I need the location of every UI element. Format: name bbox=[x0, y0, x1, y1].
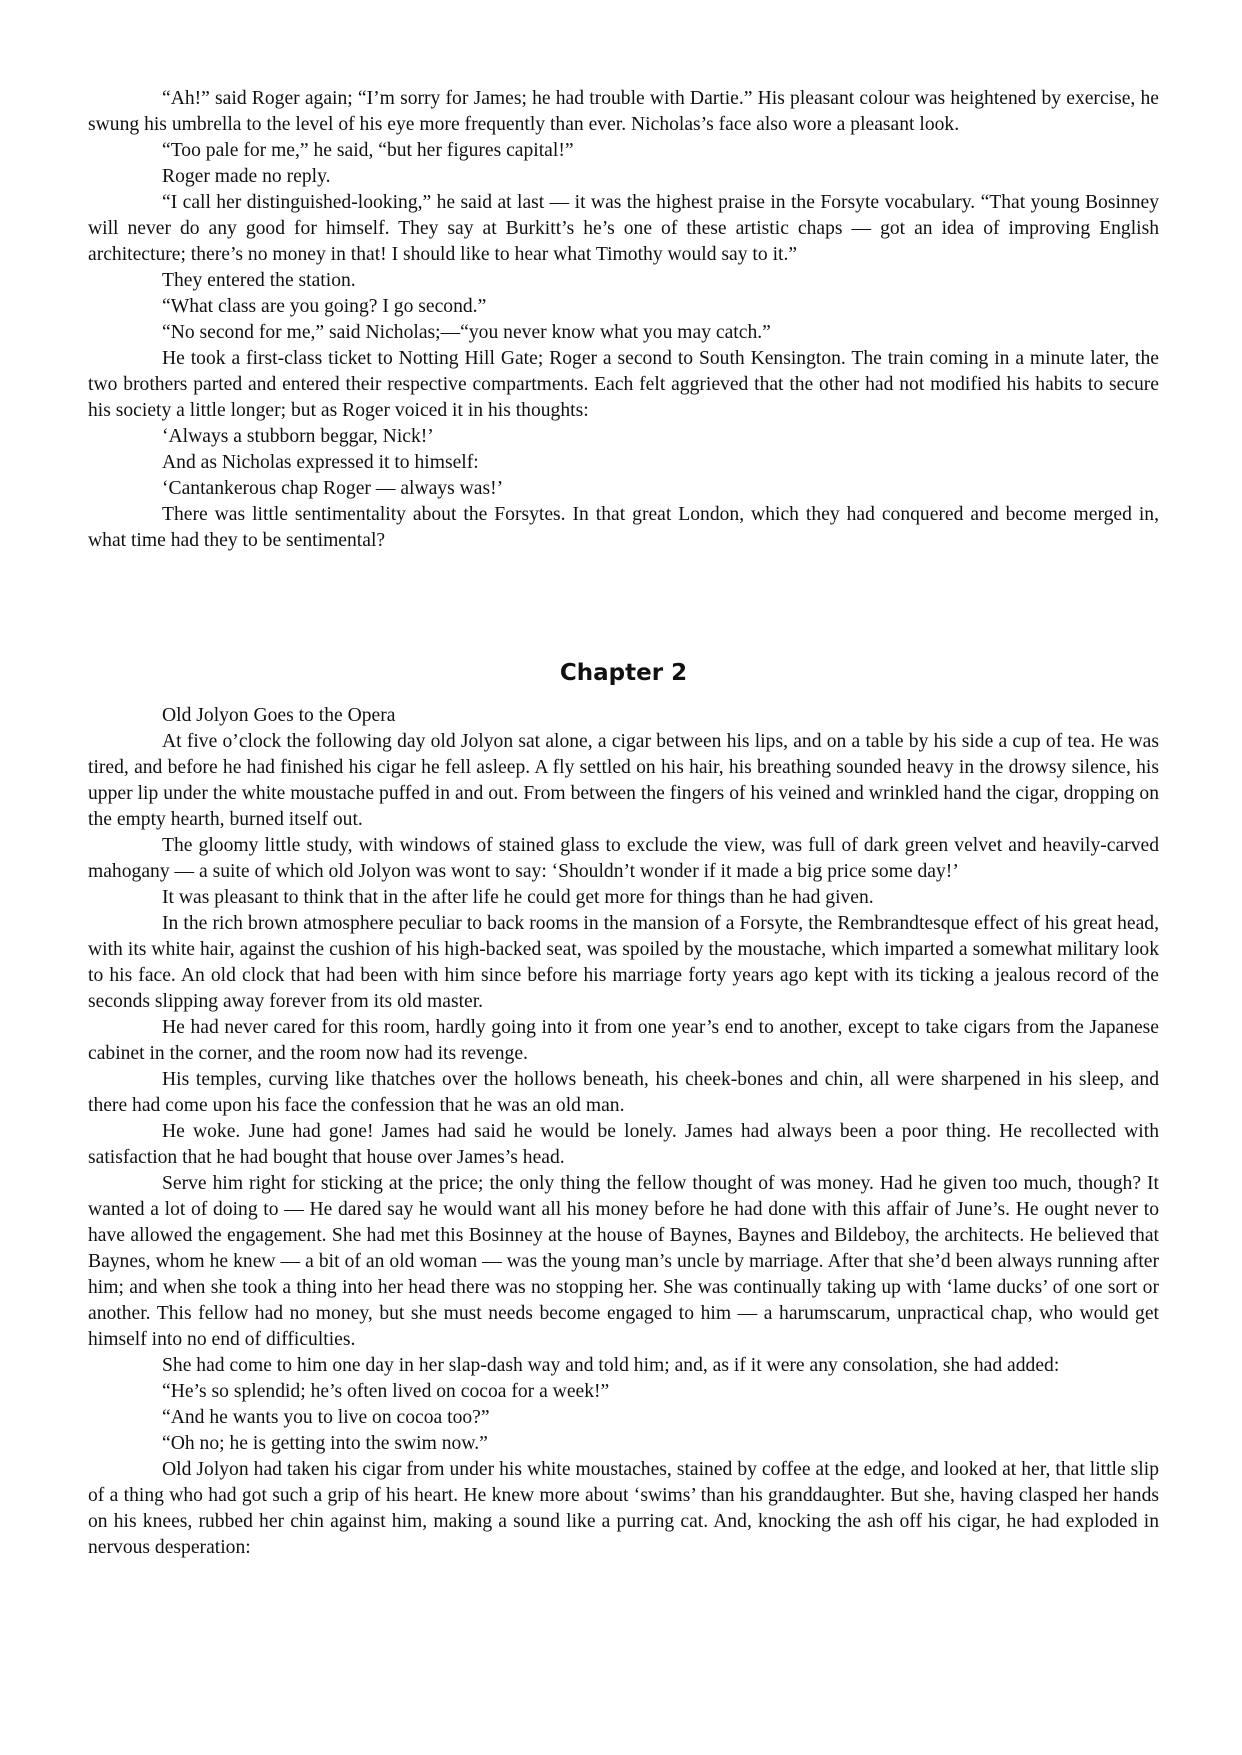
chapter-heading: Chapter 2 bbox=[559, 660, 688, 686]
paragraph: Old Jolyon had taken his cigar from under his white moustaches, stained by coffee at the edge, and looked at her, that little slip of a thing who had got such a grip of his heart. He knew more about ‘swims’ than his granddaughter. But she, having clasped her hands on his knees, rubbed her chin against him, making a sound like a purring cat. And, knocking the ash off his cigar, he had exploded in nervous desperation: bbox=[88, 1459, 1159, 1558]
paragraph: In the rich brown atmosphere peculiar to back rooms in the mansion of a Forsyte, the Rembrandtesque effect of his great head, with its white hair, against the cushion of his high-backed seat, was spoiled by the moustache, which imparted a somewhat military look to his face. An old clock that had been with him since before his marriage forty years ago kept with its ticking a jealous record of the seconds slipping away forever from its old master. bbox=[88, 913, 1159, 1012]
paragraph: “What class are you going? I go second.” bbox=[162, 296, 487, 317]
previous-chapter-text bbox=[88, 86, 1159, 554]
paragraph: He woke. June had gone! James had said he would be lonely. James had always been a poor thing. He recollected with satisfaction that he had bought that house over James’s head. bbox=[88, 1121, 1159, 1168]
paragraph: “Ah!” said Roger again; “I’m sorry for James; he had trouble with Dartie.” His pleasant colour was heightened by exercise, he swung his umbrella to the level of his eye more frequently than ever. Nicholas’s face also wore a pleasant look. bbox=[88, 88, 1159, 135]
paragraph: The gloomy little study, with windows of stained glass to exclude the view, was full of dark green velvet and heavily-carved mahogany — a suite of which old Jolyon was wont to say: ‘Shouldn’t wonder if it made a big price some day!’ bbox=[88, 835, 1159, 882]
paragraph: “No second for me,” said Nicholas;—“you never know what you may catch.” bbox=[162, 322, 771, 343]
paragraph: There was little sentimentality about the Forsytes. In that great London, which they had conquered and become merged in, what time had they to be sentimental? bbox=[88, 504, 1159, 551]
paragraph: “He’s so splendid; he’s often lived on cocoa for a week!” bbox=[162, 1381, 610, 1402]
paragraph: They entered the station. bbox=[162, 270, 356, 291]
paragraph: Roger made no reply. bbox=[162, 166, 331, 187]
paragraph: He had never cared for this room, hardly going into it from one year’s end to another, except to take cigars from the Japanese cabinet in the corner, and the room now had its revenge. bbox=[88, 1017, 1159, 1064]
paragraph: Serve him right for sticking at the price; the only thing the fellow thought of was money. Had he given too much, though? It wanted a lot of doing to — He dared say he would want all his money before he had done with this affair of June’s. He ought never to have allowed the engagement. She had met this Bosinney at the house of Baynes, Baynes and Bildeboy, the architects. He believed that Baynes, whom he knew — a bit of an old woman — was the young man’s uncle by marriage. After that she’d been always running after him; and when she took a thing into her head there was no stopping her. She was continually taking up with ‘lame ducks’ of one sort or another. This fellow had no money, but she must needs become engaged to him — a harumscarum, unpractical chap, who would get himself into no end of difficulties. bbox=[88, 1173, 1159, 1350]
paragraph: At five o’clock the following day old Jolyon sat alone, a cigar between his lips, and on a table by his side a cup of tea. He was tired, and before he had finished his cigar he fell asleep. A fly settled on his hair, his breathing sounded heavy in the drowsy silence, his upper lip under the white moustache puffed in and out. From between the fingers of his veined and wrinkled hand the cigar, dropping on the empty hearth, burned itself out. bbox=[88, 731, 1159, 830]
chapter-body-text bbox=[88, 703, 1159, 1561]
chapter-subtitle: Old Jolyon Goes to the Opera bbox=[162, 705, 396, 726]
paragraph: She had come to him one day in her slap-dash way and told him; and, as if it were any consolation, she had added: bbox=[162, 1355, 1060, 1376]
paragraph: “I call her distinguished-looking,” he said at last — it was the highest praise in the Forsyte vocabulary. “That young Bosinney will never do any good for himself. They say at Burkitt’s he’s one of these artistic chaps — got an idea of improving English architecture; there’s no money in that! I should like to hear what Timothy would say to it.” bbox=[88, 192, 1159, 265]
paragraph: “And he wants you to live on cocoa too?” bbox=[162, 1407, 490, 1428]
paragraph: It was pleasant to think that in the after life he could get more for things than he had given. bbox=[162, 887, 874, 908]
paragraph: He took a first-class ticket to Notting Hill Gate; Roger a second to South Kensington. The train coming in a minute later, the two brothers parted and entered their respective compartments. Each felt aggrieved that the other had not modified his habits to secure his society a little longer; but as Roger voiced it in his thoughts: bbox=[88, 348, 1159, 421]
paragraph: And as Nicholas expressed it to himself: bbox=[162, 452, 479, 473]
paragraph: “Oh no; he is getting into the swim now.” bbox=[162, 1433, 488, 1454]
paragraph: ‘Always a stubborn beggar, Nick!’ bbox=[162, 426, 434, 447]
paragraph: ‘Cantankerous chap Roger — always was!’ bbox=[162, 478, 504, 499]
paragraph: “Too pale for me,” he said, “but her figures capital!” bbox=[162, 140, 574, 161]
paragraph: His temples, curving like thatches over the hollows beneath, his cheek-bones and chin, all were sharpened in his sleep, and there had come upon his face the confession that he was an old man. bbox=[88, 1069, 1159, 1116]
